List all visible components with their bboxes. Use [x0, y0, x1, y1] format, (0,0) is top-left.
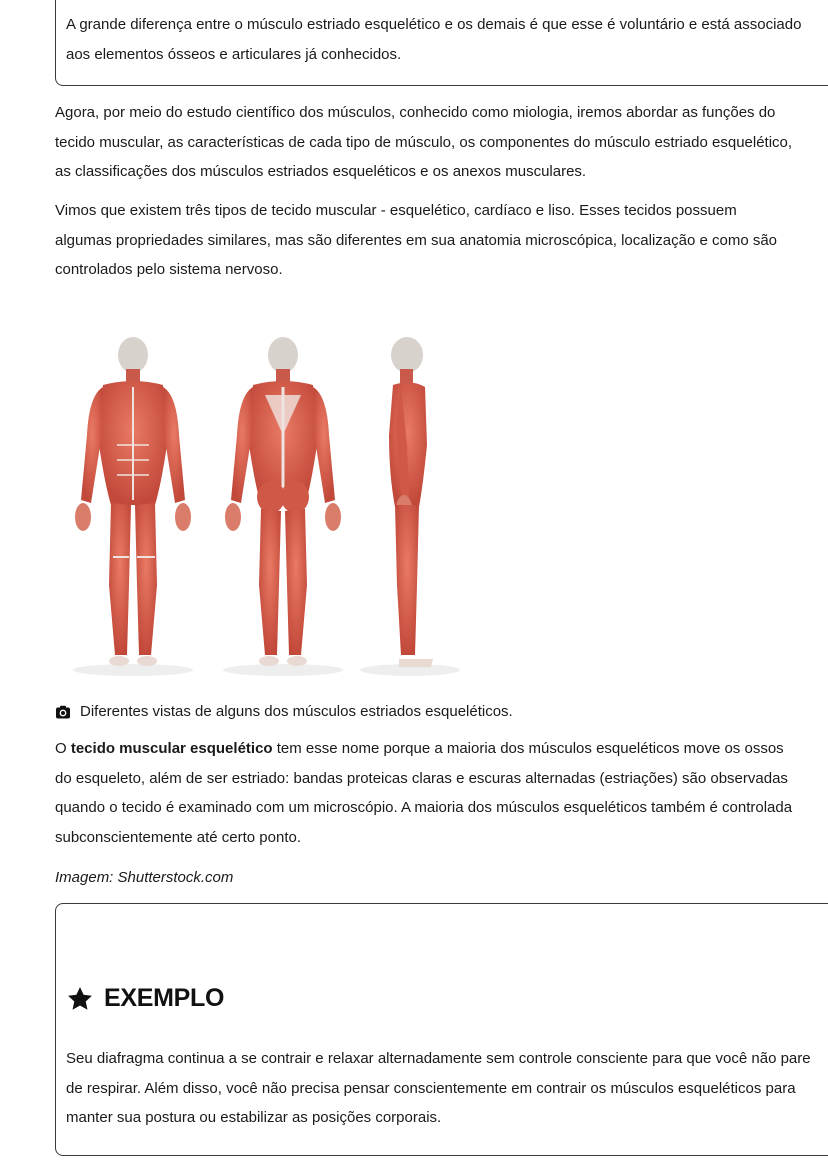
- paragraph-tipos-tecido: Vimos que existem três tipos de tecido muscular - esquelético, cardíaco e liso. Esses tecidos possuem algumas propriedades similares, mas são diferentes em sua anatomia microscópica, localização e como são controlados pelo sistema nervoso.: [55, 202, 778, 278]
- camera-icon: [55, 704, 71, 720]
- intro-callout-text: A grande diferença entre o músculo estriado esquelético e os demais é que esse é voluntário e está associado aos elementos ósseos e articulares já conhecidos.: [66, 16, 802, 63]
- figure-caption: [55, 700, 513, 724]
- side-view-figure: [389, 337, 433, 667]
- paragraph-miologia: Agora, por meio do estudo científico dos músculos, conhecido como miologia, iremos abordar as funções do tecido muscular, as características de cada tipo de músculo, os componentes do músculo estriado esquelético, as classificações dos músculos estriados esqueléticos e os anexos musculares.: [55, 104, 793, 180]
- figure-caption-text: Diferentes vistas de alguns dos músculos estriados esqueléticos.: [80, 703, 513, 720]
- example-callout: [55, 903, 828, 1156]
- example-header: [66, 984, 224, 1013]
- muscle-anatomy-illustration: [55, 325, 475, 690]
- example-text: Seu diafragma continua a se contrair e relaxar alternadamente sem controle consciente para que você não pare de respirar. Além disso, você não precisa pensar conscientemente em contrair os músculos esqueléticos para manter sua postura ou estabilizar as posições corporais.: [66, 1050, 811, 1126]
- star-icon: [66, 985, 94, 1013]
- paragraph-tecido-esqueletico: [55, 734, 795, 852]
- muscle-anatomy-figure: [55, 325, 475, 690]
- front-view-figure: [75, 337, 191, 666]
- back-view-figure: [225, 337, 341, 666]
- p3-bold-term: tecido muscular esquelético: [70, 740, 273, 757]
- example-title: EXEMPLO: [104, 984, 225, 1012]
- p3-prefix: O: [55, 740, 71, 757]
- intro-callout: [55, 0, 828, 86]
- image-credit: Imagem: Shutterstock.com: [55, 869, 234, 886]
- p3-suffix: tem esse nome porque a maioria dos músculos esqueléticos move os ossos do esqueleto, além de ser estriado: bandas proteicas claras e escuras alternadas (estriações) são observadas quando o tecido é examinado com um microscópio. A maioria dos músculos esqueléticos também é controlada subconscientemente até certo ponto.: [55, 740, 793, 846]
